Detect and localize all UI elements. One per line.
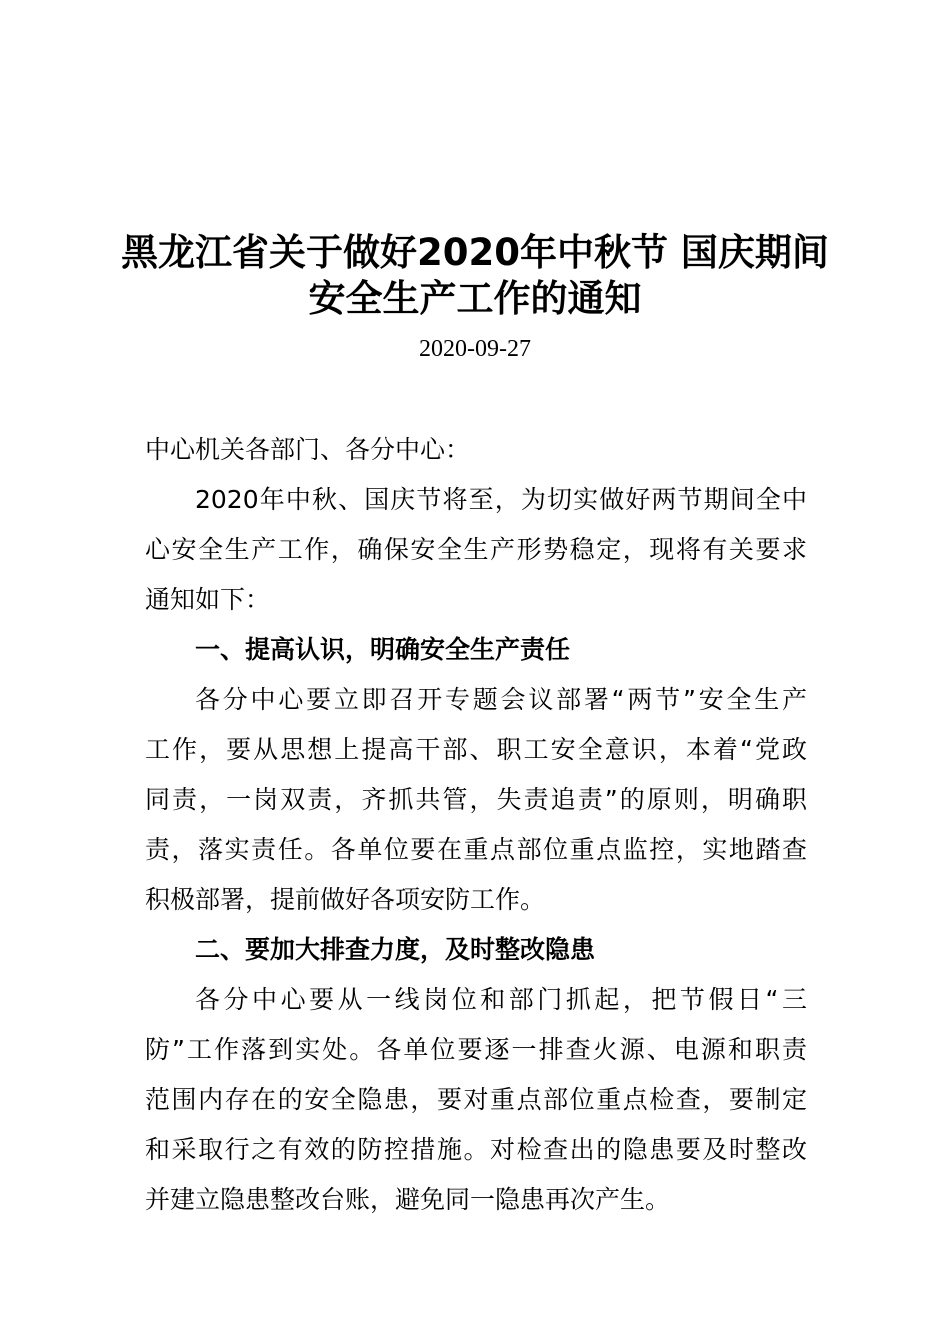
title-line: 黑龙江省关于做好2020年中秋节 国庆期间 <box>121 231 829 274</box>
paragraph-line: 各分中心要立即召开专题会议部署“两节”安全生产 <box>195 685 807 714</box>
intro-line: 2020年中秋、国庆节将至，为切实做好两节期间全中 <box>195 485 807 514</box>
intro-line: 心安全生产工作，确保安全生产形势稳定，现将有关要求 <box>145 535 807 564</box>
paragraph-line: 并建立隐患整改台账，避免同一隐患再次产生。 <box>145 1185 671 1214</box>
paragraph-line: 和采取行之有效的防控措施。对检查出的隐患要及时整改 <box>145 1135 807 1164</box>
salutation: 中心机关各部门、各分中心： <box>145 435 471 464</box>
section-heading: 二、要加大排查力度，及时整改隐患 <box>195 935 596 964</box>
paragraph-line: 同责，一岗双责，齐抓共管，失责追责”的原则，明确职 <box>145 785 807 814</box>
document-body <box>145 425 807 1225</box>
paragraph-line: 工作，要从思想上提高干部、职工安全意识，本着“党政 <box>145 735 807 764</box>
document-title <box>0 230 950 322</box>
title-line: 安全生产工作的通知 <box>308 277 642 320</box>
document-date: 2020-09-27 <box>419 336 531 362</box>
paragraph-line: 范围内存在的安全隐患，要对重点部位重点检查，要制定 <box>145 1085 807 1114</box>
paragraph-line: 各分中心要从一线岗位和部门抓起，把节假日“三 <box>195 985 807 1014</box>
paragraph-line: 积极部署，提前做好各项安防工作。 <box>145 885 546 914</box>
intro-line: 通知如下： <box>145 585 271 614</box>
paragraph-line: 责，落实责任。各单位要在重点部位重点监控，实地踏查 <box>145 835 807 864</box>
section-heading: 一、提高认识，明确安全生产责任 <box>195 635 571 664</box>
paragraph-line: 防”工作落到实处。各单位要逐一排查火源、电源和职责 <box>145 1035 807 1064</box>
